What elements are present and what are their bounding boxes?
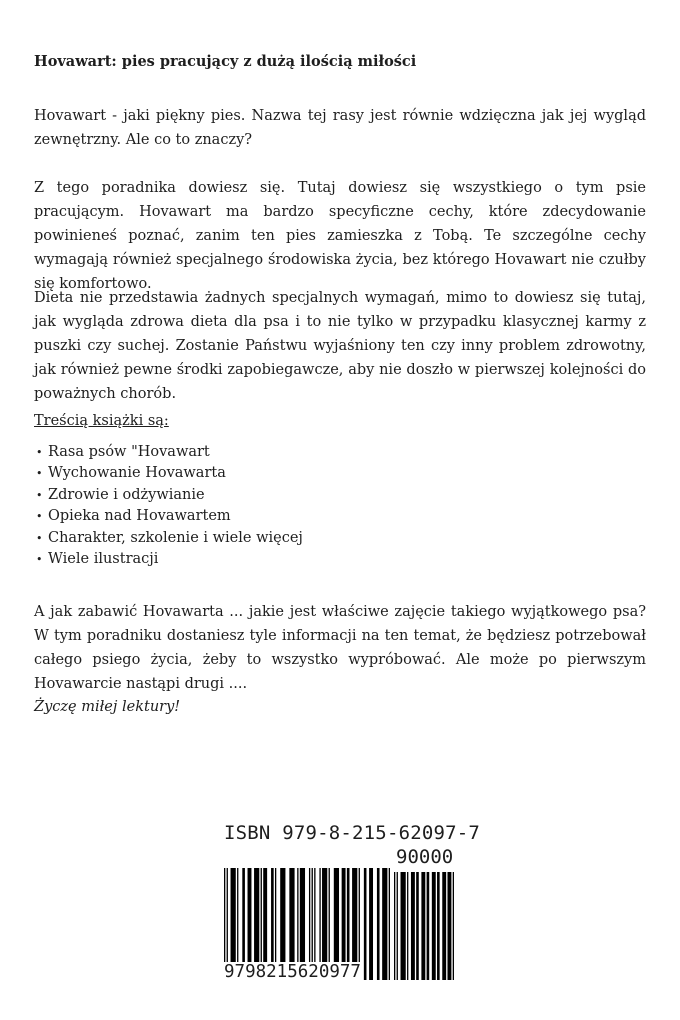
price-code: 90000 — [396, 846, 454, 868]
addon-bars — [394, 872, 454, 980]
barcode-bar — [437, 872, 440, 980]
contents-item: • Rasa psów "Hovawart — [34, 442, 303, 463]
barcode-bar — [407, 872, 408, 980]
activity-paragraph: A jak zabawić Hovawarta ... jakie jest właściwe zajęcie takiego wyjątkowego psa? W tym poradniku dostaniesz tyle informacji na ten temat, że będziesz potrzebował całego psiego życia, żeby to wszystko wypróbować. Ale może po pierwszym Hovawarcie nastąpi drugi .... — [34, 604, 646, 692]
contents-item: • Wychowanie Hovawarta — [34, 463, 303, 484]
barcode-bar — [421, 872, 425, 980]
guide-paragraph: Z tego poradnika dowiesz się. Tutaj dowiesz się wszystkiego o tym psie pracującym. Hovawart ma bardzo specyficzne cechy, które zdecydowanie powinieneś poznać, zanim ten pies zamieszka z Tobą. Te szczególne cechy wymagają również specjalnego środowiska życia, bez którego Hovawart nie czułby się komfortowo. — [34, 180, 646, 292]
barcode-bar — [364, 868, 367, 980]
contents-heading: Treścią książki są: — [34, 413, 169, 429]
barcode-bar — [369, 868, 373, 980]
contents-item: • Wiele ilustracji — [34, 549, 303, 570]
contents-list — [34, 442, 303, 570]
book-title: Hovawart: pies pracujący z dużą ilością miłości — [34, 53, 417, 70]
barcode-bar — [447, 872, 451, 980]
barcode-bar — [411, 872, 415, 980]
barcode-bar — [453, 872, 454, 980]
barcode-bar — [397, 872, 398, 980]
contents-item: • Opieka nad Hovawartem — [34, 506, 303, 527]
intro-paragraph: Hovawart - jaki piękny pies. Nazwa tej rasy jest równie wdzięczna jak jej wygląd zewnętrzny. Ale co to znaczy? — [34, 108, 646, 148]
isbn-barcode — [224, 822, 481, 988]
barcode-digits: 9798215620977 — [224, 962, 361, 982]
barcode-bar — [432, 872, 436, 980]
barcode-bar — [377, 868, 380, 980]
barcode-bar — [416, 872, 419, 980]
closing-wish: Życzę miłej lektury! — [34, 699, 181, 715]
barcode-bar — [394, 872, 395, 980]
barcode-bar — [389, 868, 390, 980]
isbn-label: ISBN 979-8-215-62097-7 — [224, 822, 481, 844]
barcode-bar — [442, 872, 446, 980]
barcode-bar — [401, 872, 406, 980]
contents-item: • Charakter, szkolenie i wiele więcej — [34, 528, 303, 549]
barcode-bar — [427, 872, 430, 980]
barcode-bar — [382, 868, 387, 980]
contents-item: • Zdrowie i odżywianie — [34, 485, 303, 506]
diet-paragraph: Dieta nie przedstawia żadnych specjalnych wymagań, mimo to dowiesz się tutaj, jak wygląda zdrowa dieta dla psa i to nie tylko w przypadku klasycznej karmy z puszki czy suchej. Zostanie Państwu wyjaśniony ten czy inny problem zdrowotny, jak również pewne środki zapobiegawcze, aby nie doszło w pierwszej kolejności do poważnych chorób. — [34, 290, 646, 402]
